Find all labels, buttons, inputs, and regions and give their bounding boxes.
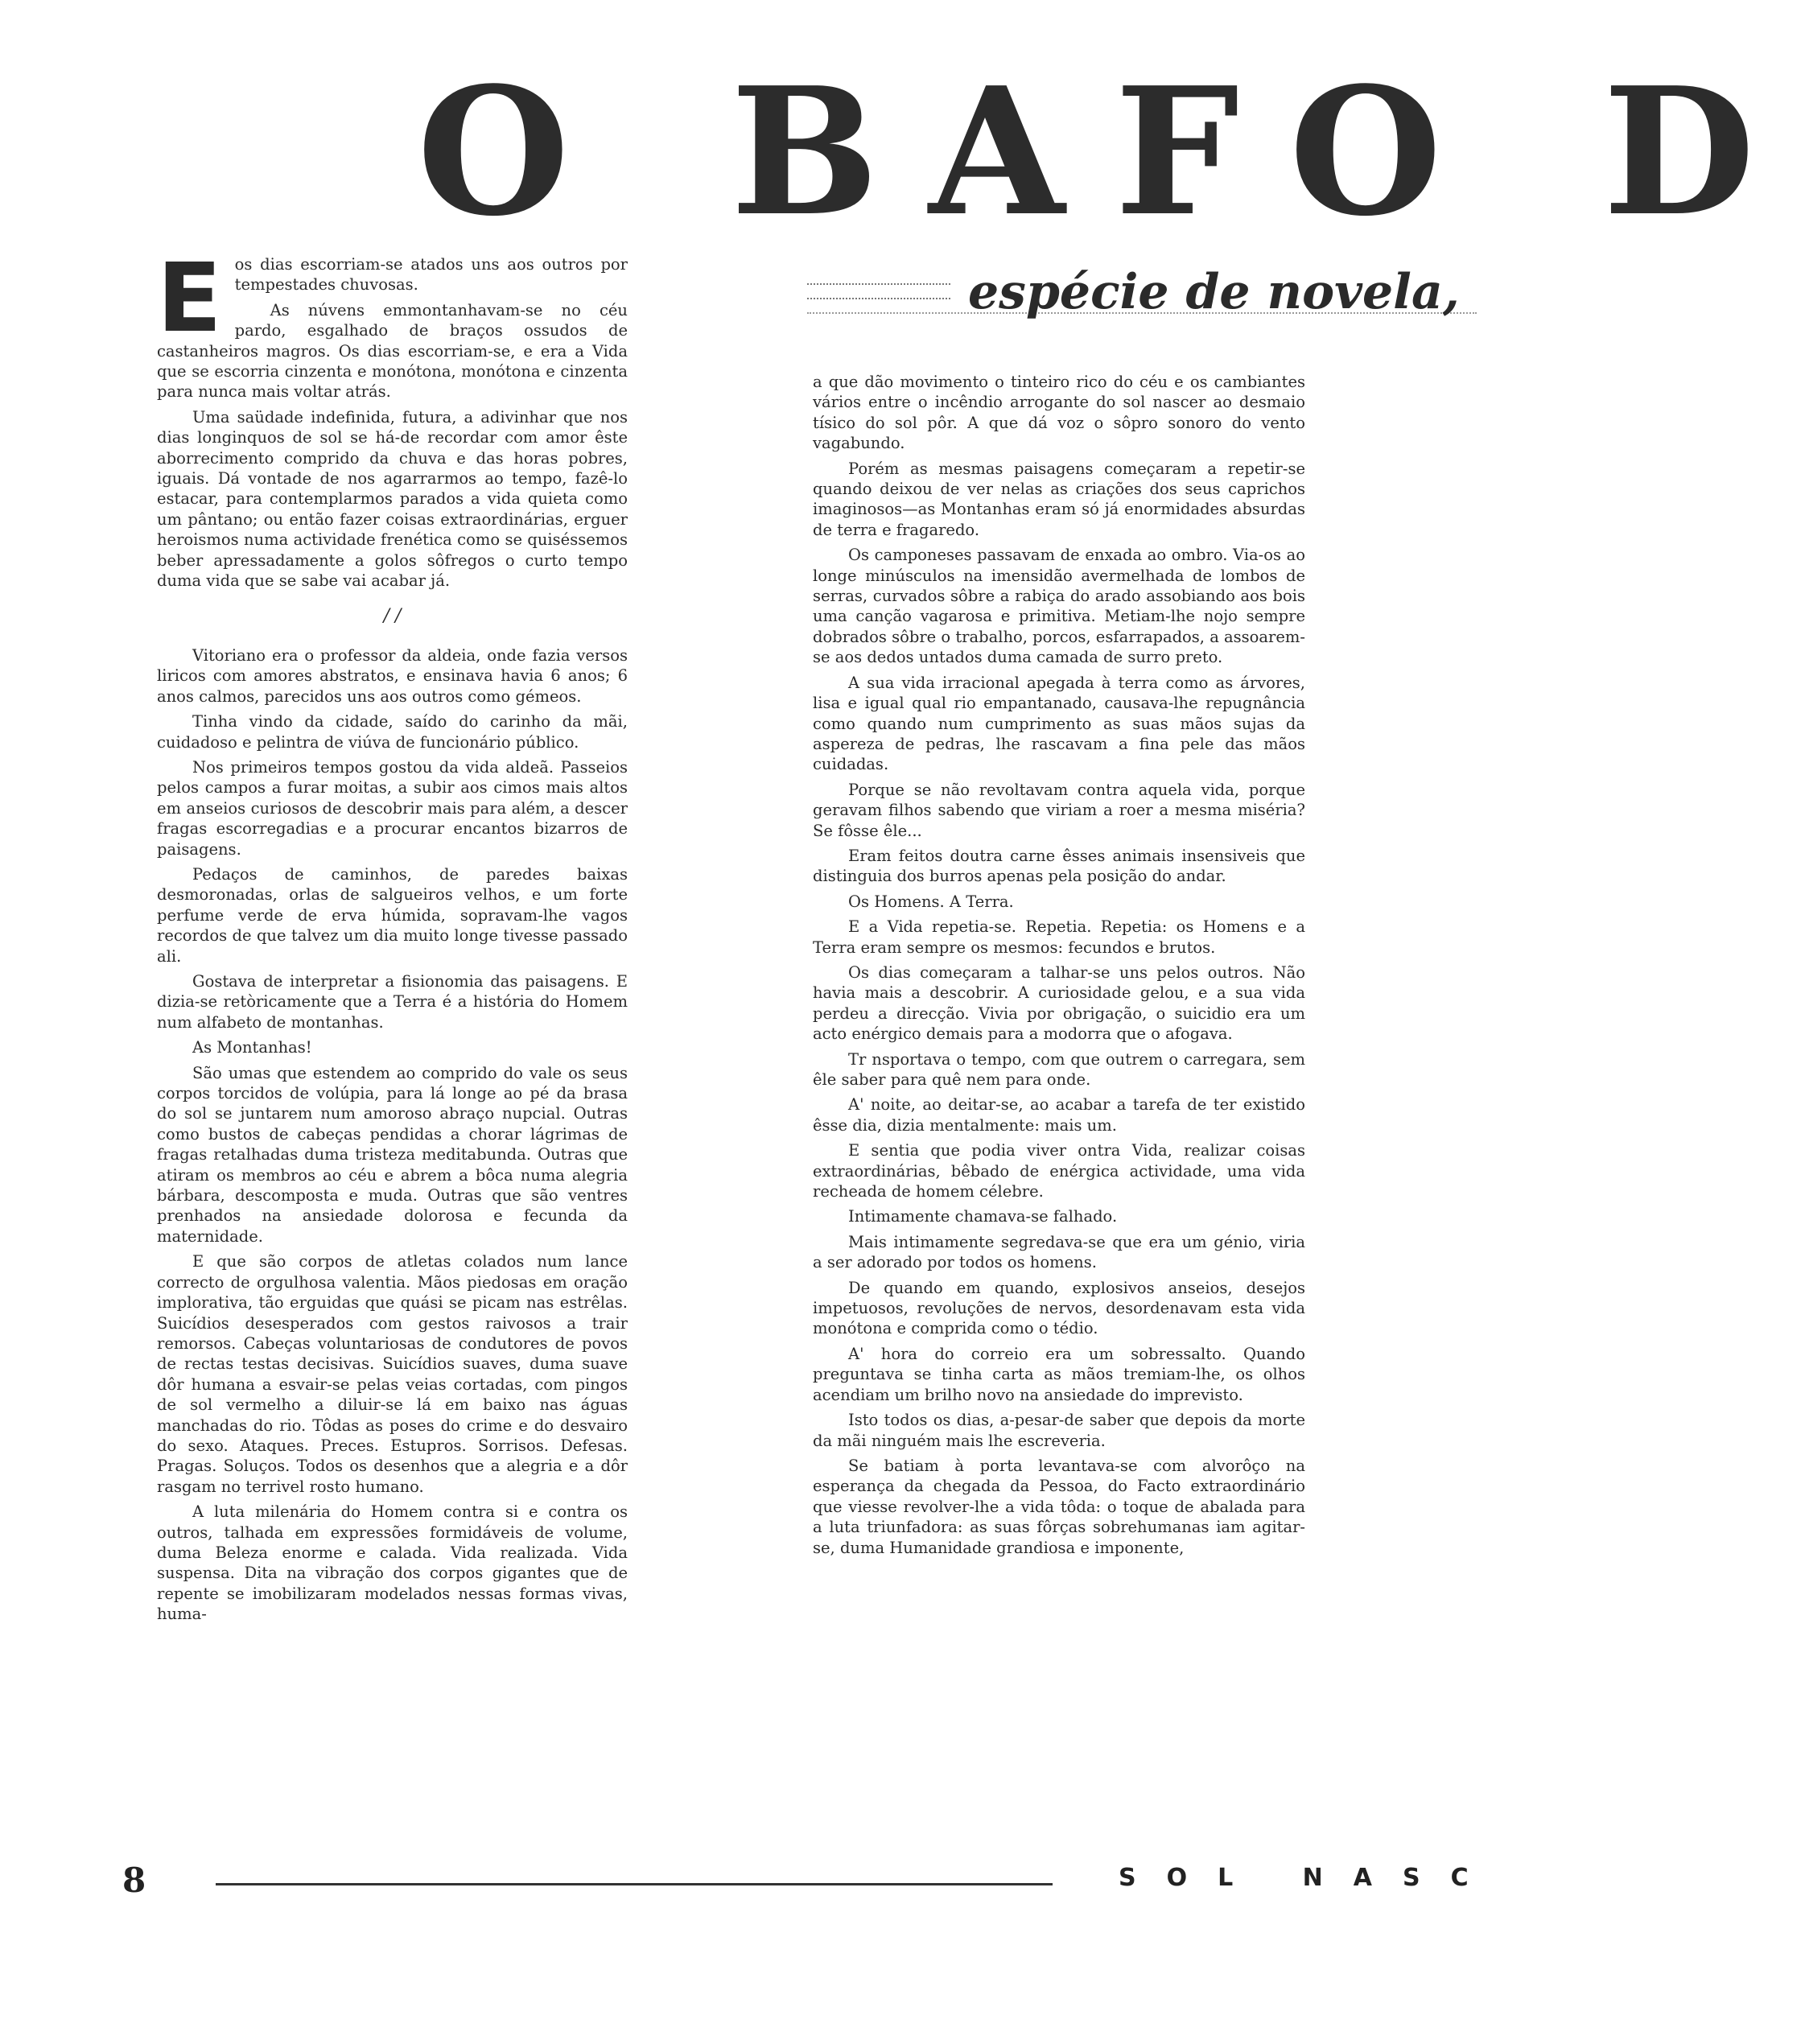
paragraph: Tr nsportava o tempo, com que outrem o carregara, sem êle saber para quê nem para onde.	[813, 1049, 1305, 1089]
paragraph: Se batiam à porta levantava-se com alvorôço na esperança da chegada da Pessoa, do Facto extraordinário que viesse revolver-lhe a vida tôda: o toque de abalada para a luta triunfadora: as suas fôrças sobrehumanas iam agitar-se, duma Humanidade grandiosa e imponente,	[813, 1456, 1305, 1557]
paragraph: Eram feitos doutra carne êsses animais insensiveis que distinguia dos burros apenas pela posição do andar.	[813, 846, 1305, 886]
paragraph: As Montanhas!	[192, 1038, 312, 1057]
paragraph: A sua vida irracional apegada à terra como as árvores, lisa e igual qual rio empantanado, causava-lhe repugnância como quando num cumprimento as suas mãos sujas da aspereza de pedras, lhe rascavam a fina pele das mãos cuidadas.	[813, 673, 1305, 774]
paragraph: Mais intimamente segredava-se que era um génio, viria a ser adorado por todos os homens.	[813, 1232, 1305, 1272]
paragraph: Gostava de interpretar a fisionomia das paisagens. E dizia-se retòricamente que a Terra é a história do Homem num alfabeto de montanhas.	[157, 972, 628, 1032]
paragraph: E que são corpos de atletas colados num lance correcto de orgulhosa valentia. Mãos piedosas em oração implorativa, tão erguidas que quási se picam nas estrêlas. Suicídios desesperados com gestos raivosos a trair remorsos. Cabeças voluntariosas de condutores de povos de rectas testas decisivas. Suicídios suaves, duma suave dôr humana a esvair-se pelas veias cortadas, com pingos de sol vermelho a diluir-se lá em baixo nas águas manchadas do rio. Tôdas as poses do crime e do desvairo do sexo. Ataques. Preces. Estupros. Sorrisos. Defesas. Pragas. Soluços. Todos os desenhos que a alegria e a dôr rasgam no terrivel rosto humano.	[157, 1252, 628, 1496]
section-separator: / /	[383, 605, 402, 626]
paragraph: As núvens emmontanhavam-se no céu pardo, esgalhado de braços ossudos de castanheiros magros. Os dias escorriam-se, e era a Vida que se escorria cinzenta e monótona, monótona e cinzenta para nunca mais voltar atrás.	[157, 300, 628, 402]
paragraph-text: os dias escorriam-se atados uns aos outros por tempestades chuvosas.	[234, 255, 628, 295]
paragraph: Os Homens. A Terra.	[848, 892, 1014, 911]
paragraph: A' noite, ao deitar-se, ao acabar a tarefa de ter existido êsse dia, dizia mentalmente: mais um.	[813, 1095, 1305, 1135]
magazine-name: SOL NASC	[1119, 1864, 1499, 1892]
paragraph: Uma saüdade indefinida, futura, a adivinhar que nos dias longinquos de sol se há-de recordar com amor êste aborrecimento comprido da chuva e das horas pobres, iguais. Dá vontade de nos agarrarmos ao tempo, fazê-lo estacar, para contemplarmos parados a vida quieta como um pântano; ou então fazer coisas extraordinárias, erguer heroismos numa actividade frenética como se quiséssemos beber apressadamente a golos sôfregos o curto tempo duma vida que se sabe vai acabar já.	[157, 407, 628, 591]
paragraph: São umas que estendem ao comprido do vale os seus corpos torcidos de volúpia, para lá longe ao pé da brasa do sol se juntarem num amoroso abraço nupcial. Outras como bustos de cabeças pendidas a chorar lágrimas de fragas retalhadas duma tristeza meditabunda. Outras que atiram os membros ao céu e abrem a bôca numa alegria bárbara, descomposta e muda. Outras que são ventres prenhados na ansiedade dolorosa e fecunda da maternidade.	[157, 1063, 628, 1246]
decorative-rule	[807, 283, 950, 299]
paragraph: Porém as mesmas paisagens começaram a repetir-se quando deixou de ver nelas as criações dos seus caprichos imaginosos—as Montanhas eram só já enormidades absurdas de terra e fragaredo.	[813, 459, 1305, 539]
right-column	[813, 372, 1305, 1563]
subtitle-banner	[807, 264, 1477, 328]
paragraph: Pedaços de caminhos, de paredes baixas desmoronadas, orlas de salgueiros velhos, e um forte perfume verde de erva húmida, sopravam-lhe vagos recordos de que talvez um dia muito longe tivesse passado ali.	[157, 864, 628, 966]
paragraph: Intimamente chamava-se falhado.	[848, 1207, 1118, 1226]
page-number: 8	[122, 1861, 146, 1900]
drop-cap: E	[157, 242, 222, 353]
paragraph: E sentia que podia viver ontra Vida, realizar coisas extraordinárias, bêbado de enérgica actividade, uma vida recheada de homem célebre.	[813, 1141, 1305, 1201]
left-column	[157, 242, 628, 1630]
paragraph: E a Vida repetia-se. Repetia. Repetia: os Homens e a Terra eram sempre os mesmos: fecundos e brutos.	[813, 917, 1305, 957]
paragraph: A luta milenária do Homem contra si e contra os outros, talhada em expressões formidáveis de volume, duma Beleza enorme e calada. Vida realizada. Vida suspensa. Dita na vibração dos corpos gigantes que de repente se imobilizaram modelados nessas formas vivas, huma-	[157, 1502, 628, 1624]
paragraph: De quando em quando, explosivos anseios, desejos impetuosos, revoluções de nervos, desordenavam esta vida monótona e comprida como o tédio.	[813, 1278, 1305, 1338]
paragraph: Os camponeses passavam de enxada ao ombro. Via-os ao longe minúsculos na imensidão avermelhada de lombos de serras, curvados sôbre a rabiça do arado assobiando aos bois uma canção vagarosa e primitiva. Metiam-lhe nojo sempre dobrados sôbre o trabalho, porcos, esfarrapados, a assoarem-se aos dedos untados duma camada de surro preto.	[813, 546, 1305, 667]
paragraph: a que dão movimento o tinteiro rico do céu e os cambiantes vários entre o incêndio arrogante do sol nascer ao desmaio tísico do sol pôr. A que dá voz o sôpro sonoro do vento vagabundo.	[813, 373, 1305, 453]
paragraph: Vitoriano era o professor da aldeia, onde fazia versos liricos com amores abstratos, e ensinava havia 6 anos; 6 anos calmos, parecidos uns aos outros como gémeos.	[157, 645, 628, 706]
paragraph: A' hora do correio era um sobressalto. Quando preguntava se tinha carta as mãos tremiam-lhe, os olhos acendiam um brilho novo na ansiedade do imprevisto.	[813, 1344, 1305, 1404]
paragraph: Tinha vindo da cidade, saído do carinho da mãi, cuidadoso e pelintra de viúva de funcionário público.	[157, 712, 628, 752]
paragraph: Isto todos os dias, a-pesar-de saber que depois da morte da mãi ninguém mais lhe escreveria.	[813, 1411, 1305, 1450]
paragraph: Nos primeiros tempos gostou da vida aldeã. Passeios pelos campos a furar moitas, a subir aos cimos mais altos em anseios curiosos de descobrir mais para além, a descer fragas escorregadias e a procurar encantos bizarros de paisagens.	[157, 757, 628, 859]
article-title: O BAFO D	[417, 49, 1805, 255]
paragraph: Os dias começaram a talhar-se uns pelos outros. Não havia mais a descobrir. A curiosidade gelou, e a sua vida perdeu a direcção. Vivia por obrigação, o suicidio era um acto enérgico demais para a modorra que o afogava.	[813, 962, 1305, 1044]
paragraph: Porque se não revoltavam contra aquela vida, porque geravam filhos sabendo que viriam a roer a mesma miséria? Se fôsse êle...	[813, 780, 1305, 840]
footer-rule	[216, 1883, 1053, 1885]
article-subtitle: espécie de novela,	[968, 264, 1460, 320]
